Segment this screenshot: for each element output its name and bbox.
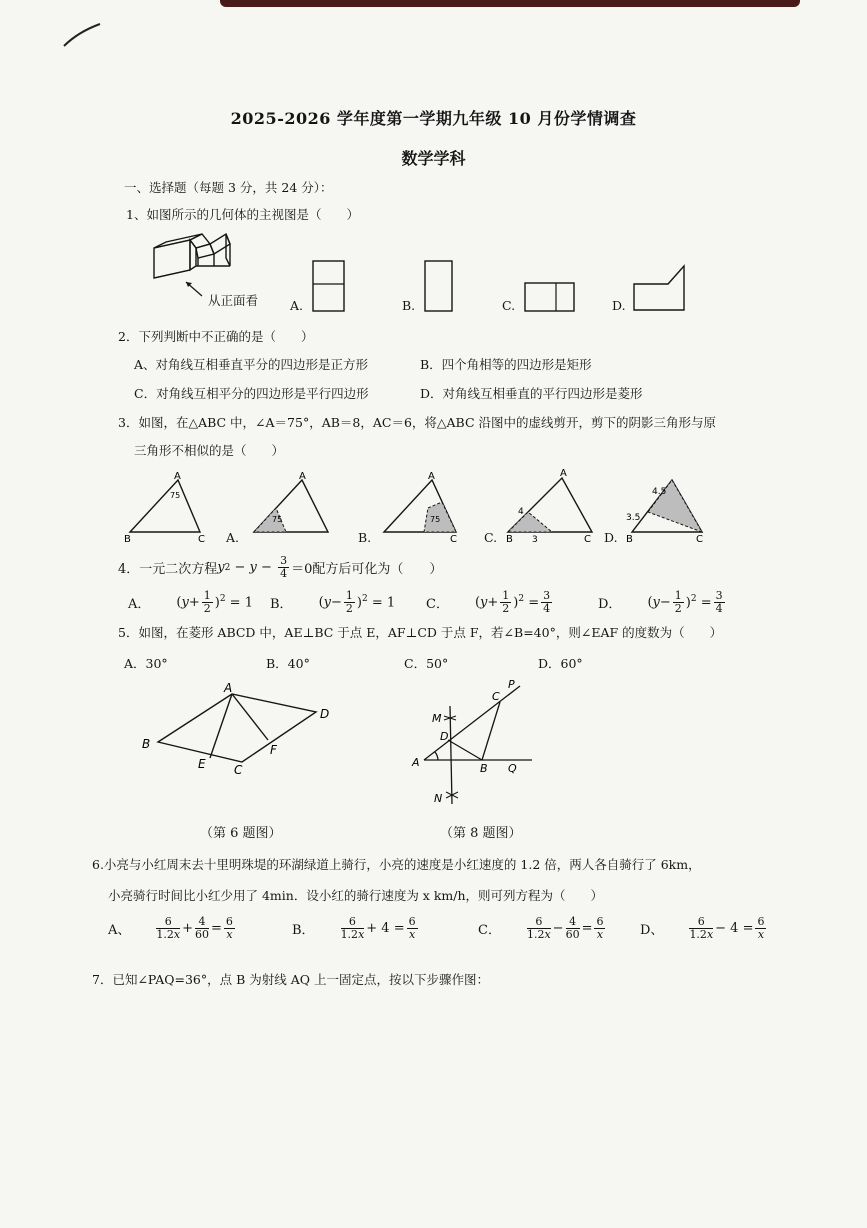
q1-option-d-figure: [632, 262, 688, 314]
svg-text:75: 75: [430, 515, 441, 524]
q1-stem: 1、如图所示的几何体的主视图是（ ）: [126, 207, 359, 222]
svg-text:3.5: 3.5: [626, 513, 641, 523]
q6-option-c: C． $\frac{6}{1.2x}$ − $\frac{4}{60}$ = $\frac{6}{x}$: [478, 915, 604, 941]
q1-option-c-label: C.: [502, 298, 516, 313]
svg-text:A: A: [560, 468, 567, 479]
rhombus-caption: （第 6 题图）: [200, 826, 282, 841]
q1-option-b-figure: [424, 260, 454, 314]
angle-caption: （第 8 题图）: [440, 826, 522, 841]
q1-option-a-figure: [312, 260, 346, 314]
svg-text:E: E: [198, 757, 206, 771]
q3-option-c-label: C.: [484, 530, 498, 545]
svg-text:75: 75: [170, 491, 181, 500]
pen-mark: [62, 22, 102, 48]
svg-text:Q: Q: [508, 762, 517, 775]
svg-text:C: C: [234, 763, 243, 777]
angle-construction-figure: [404, 676, 540, 810]
q6-line1: 6.小亮与小红周末去十里明珠堤的环湖绿道上骑行，小亮的速度是小红速度的 1.2 倍，两人各自骑行了 6km，: [92, 857, 701, 872]
svg-text:3: 3: [532, 535, 538, 545]
q5-option-b: B．40°: [266, 656, 310, 671]
q3-option-a-label: A.: [226, 530, 240, 545]
svg-text:C: C: [450, 534, 457, 545]
top-edge-strip: [220, 0, 800, 7]
q5-option-a: A．30°: [124, 656, 168, 671]
q4-stem: 4．一元二次方程 y 2 − y − $\frac{3}{4}$ ＝0配方后可化为（ ）: [118, 554, 443, 580]
svg-text:P: P: [508, 678, 515, 691]
svg-text:A: A: [412, 756, 420, 769]
svg-text:A: A: [224, 681, 233, 695]
svg-text:D: D: [440, 730, 449, 743]
q3-option-b-label: B.: [358, 530, 372, 545]
svg-text:C: C: [584, 534, 591, 545]
svg-text:B: B: [124, 534, 131, 545]
q3-option-b-figure: [378, 470, 468, 546]
svg-text:M: M: [432, 712, 442, 725]
exam-subject: 数学学科: [401, 149, 466, 168]
q4-option-c: C． (y+ $\frac{1}{2}$ )$^2$ = $\frac{3}{4}$: [426, 589, 551, 615]
section-heading: 一、选择题（每题 3 分，共 24 分）：: [124, 180, 333, 195]
q4-option-b: B． (y− $\frac{1}{2}$ )$^2$ = 1: [270, 589, 396, 615]
svg-text:A: A: [174, 471, 181, 482]
exam-title: 2025-2026 学年度第一学期九年级 10 月份学情调查: [230, 109, 637, 128]
svg-text:A: A: [299, 471, 306, 482]
q1-option-d-label: D.: [612, 298, 626, 313]
q6-option-b: B． $\frac{6}{1.2x}$ + 4 = $\frac{6}{x}$: [292, 915, 416, 941]
svg-text:C: C: [198, 534, 205, 545]
q3-stem-line2: 三角形不相似的是（ ）: [134, 443, 285, 458]
q2-option-b: B．四个角相等的四边形是矩形: [420, 357, 592, 372]
q3-option-c-figure: [504, 464, 600, 546]
svg-text:4.5: 4.5: [652, 487, 667, 497]
svg-text:B: B: [506, 534, 513, 545]
svg-text:F: F: [270, 743, 277, 757]
svg-text:N: N: [434, 792, 443, 805]
q3-stem-line1: 3．如图，在△ABC 中，∠A＝75°，AB＝8，AC＝6，将△ABC 沿图中的虚线剪开，剪下的阴影三角形与原: [118, 415, 717, 430]
q4-option-d: D． (y− $\frac{1}{2}$ )$^2$ = $\frac{3}{4}$: [598, 589, 723, 615]
q1-view-label: 从正面看: [208, 293, 259, 308]
q3-option-a-figure: [246, 470, 340, 546]
q1-option-a-label: A.: [290, 298, 304, 313]
svg-text:C: C: [492, 690, 500, 703]
svg-text:D: D: [320, 707, 330, 721]
q2-option-a: A、对角线互相垂直平分的四边形是正方形: [134, 357, 369, 372]
q3-original-triangle: [120, 470, 220, 546]
svg-text:A: A: [428, 471, 435, 482]
q1-option-c-figure: [524, 282, 576, 314]
q6-option-a: A、 $\frac{6}{1.2x}$ + $\frac{4}{60}$ = $\frac{6}{x}$: [108, 915, 233, 941]
rhombus-figure: [136, 678, 346, 778]
svg-text:C: C: [696, 534, 703, 545]
q5-option-c: C．50°: [404, 656, 449, 671]
q5-option-d: D．60°: [538, 656, 583, 671]
q2-option-c: C．对角线互相平分的四边形是平行四边形: [134, 386, 369, 401]
q2-option-d: D．对角线互相垂直的平行四边形是菱形: [420, 386, 643, 401]
svg-text:B: B: [480, 762, 488, 775]
svg-text:B: B: [626, 534, 633, 545]
q6-line2: 小亮骑行时间比小红少用了 4min．设小红的骑行速度为 x km/h，则可列方程为（ ）: [108, 888, 604, 903]
q3-option-d-figure: [624, 470, 714, 546]
q5-stem: 5．如图，在菱形 ABCD 中，AE⊥BC 于点 E，AF⊥CD 于点 F，若∠B=40°，则∠EAF 的度数为（ ）: [118, 625, 723, 640]
q2-stem: 2．下列判断中不正确的是（ ）: [118, 329, 314, 344]
svg-text:4: 4: [518, 507, 524, 517]
q4-option-a: A． (y+ $\frac{1}{2}$ )$^2$ = 1: [128, 589, 253, 615]
svg-text:75: 75: [272, 515, 283, 524]
q6-option-d: D、 $\frac{6}{1.2x}$ − 4 = $\frac{6}{x}$: [640, 915, 765, 941]
q3-option-d-label: D.: [604, 530, 618, 545]
q1-option-b-label: B.: [402, 298, 416, 313]
svg-text:B: B: [142, 737, 151, 751]
q7-stem: 7．已知∠PAQ=36°，点 B 为射线 AQ 上一固定点，按以下步骤作图：: [92, 972, 489, 987]
